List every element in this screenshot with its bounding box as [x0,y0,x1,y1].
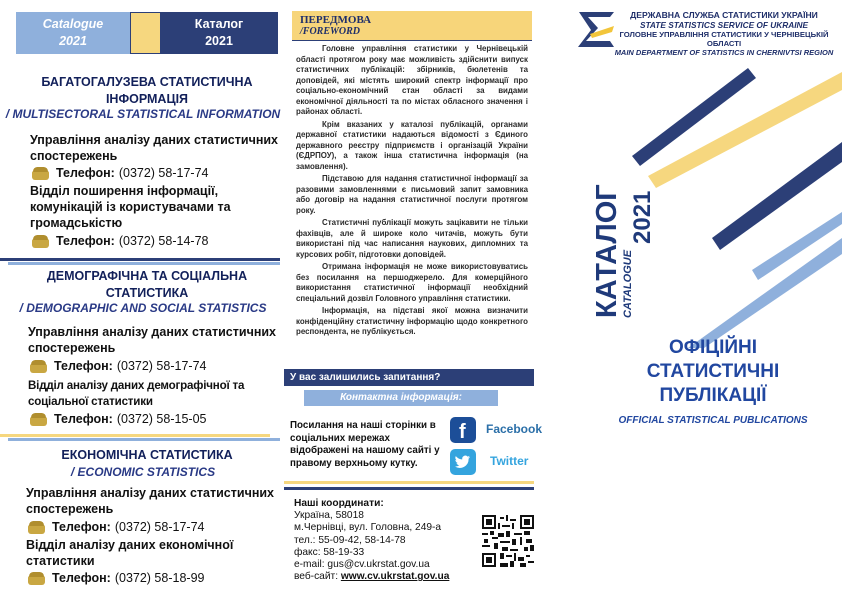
subtitle-text: ECONOMIC STATISTICS [77,465,216,479]
phone-number[interactable]: (0372) 58-14-78 [118,234,209,248]
divider-stripe [284,487,534,490]
org-department-ua: ГОЛОВНЕ УПРАВЛІННЯ СТАТИСТИКИ У ЧЕРНІВЕЦЬКІЙ ОБЛАСТІ [619,30,829,48]
foreword-header [292,11,532,41]
website-link[interactable]: www.cv.ukrstat.gov.ua [340,571,450,583]
foreword-paragraph: Головне управління статистики у Чернівецькій області протягом року має можливість здійснити випуск статистичних публікацій: збірників, бюлетенів та доповідей, які містять широкий спектр інформації про соціально-економічний стан області за видами економічної діяльності та по містах обласного значення і районах області. [296,44,528,116]
phone-icon [28,572,45,585]
department-label: Відділ поширення інформації, комунікацій із користувачами та громадськістю [30,184,231,230]
section-subtitle-multisectoral [4,107,282,121]
address-line: м.Чернівці, вул. Головна, 249-а [294,522,442,534]
tab-divider [130,12,160,54]
phone-row [30,358,206,374]
phone-number[interactable]: (0372) 58-15-05 [116,412,207,426]
foreword-body [296,44,528,340]
social-links-text: Посилання на наші сторінки в соціальних мережах відображені на нашому сайті у правому верхньому кутку. [290,420,440,469]
foreword-title: ПЕРЕДМОВА [300,14,372,26]
phone-icon [30,413,47,426]
department-label: Управління аналізу даних статистичних спостережень [30,133,279,163]
cover-title-line: ОФІЦІЙНІ [668,337,758,358]
subtitle-text: DEMOGRAPHIC AND SOCIAL STATISTICS [26,301,267,315]
phone-number[interactable]: (0372) 58-17-74 [116,359,207,373]
contact-info-banner: Контактна інформація: [304,390,498,406]
org-department-en: MAIN DEPARTMENT OF STATISTICS IN CHERNIVTSI REGION [614,48,834,57]
foreword-paragraph: Отримана інформація не може використовуватись без посилання на першоджерело. Для комерційного використання статистичної інформації необхідний спеціальний дозвіл Головного управління статистики. [296,262,528,303]
facebook-link[interactable]: Facebook [486,422,543,436]
section-title-multisectoral: БАГАТОГАЛУЗЕВА СТАТИСТИЧНА ІНФОРМАЦІЯ [41,75,253,106]
address-line: Україна, 58018 [294,510,364,522]
questions-banner: У вас залишились запитання? [284,369,534,386]
department-label: Відділ аналізу даних економічної статистики [26,538,234,568]
cover-title-line: ПУБЛІКАЦІЇ [659,385,767,406]
phone-row [28,519,204,535]
catalogue-tab-year: 2021 [59,34,87,48]
phone-label: Телефон: [52,520,111,534]
cover-title-line: СТАТИСТИЧНІ [646,361,780,382]
foreword-paragraph: Інформація, на підставі якої можна визначити конфіденційну статистичну інформацію щодо конкретного респондента, не публікується. [296,306,528,336]
department-label: Управління аналізу даних статистичних спостережень [26,486,275,516]
divider-stripe [284,481,534,484]
subtitle-text: MULTISECTORAL STATISTICAL INFORMATION [12,107,281,121]
section-subtitle-demographic [4,301,282,315]
twitter-link[interactable]: Twitter [490,454,529,468]
subtitle-slash: / [70,465,78,479]
phone-number[interactable]: (0372) 58-17-74 [114,520,205,534]
year-vertical: 2021 [629,190,656,244]
coordinates-block [294,498,474,583]
cover-subtitle: OFFICIAL STATISTICAL PUBLICATIONS [618,415,808,426]
twitter-icon[interactable] [450,449,476,475]
phone-row [28,570,204,586]
phone-label: Телефон: [56,166,115,180]
phone-label: Телефон: [52,571,111,585]
phone-number[interactable]: (0372) 58-17-74 [118,166,209,180]
phone-label: Телефон: [54,359,113,373]
divider-stripe [0,258,280,261]
katalog-tab [160,12,278,54]
phone-icon [28,521,45,534]
phone-icon [32,235,49,248]
section-subtitle-economic [4,465,282,479]
subtitle-slash: / [19,301,27,315]
telephone-line: тел.: 55-09-42, 58-14-78 [294,534,406,546]
foreword-paragraph: Підставою для надання статистичної інформації за разовими замовленнями є письмовий запит замовника або договір на надання статистичної послуги протягом року. [296,174,528,215]
catalogue-vertical: CATALOGUE [622,249,634,318]
catalogue-vertical-heading [588,160,658,320]
foreword-paragraph: Крім вказаних у каталозі публікацій, органами державної статистики надаються відомості з Єдиного державного реєстру підприємств і організацій України (ЄДРПОУ), а також інша статистична інформація (на замовлення). [296,119,528,171]
fax-line: факс: 58-19-33 [294,546,365,558]
phone-row [30,411,206,427]
phone-icon [32,167,49,180]
catalogue-tab-label: Catalogue [42,17,104,31]
department-label: Управління аналізу даних статистичних спостережень [28,325,277,355]
website-line [294,571,474,583]
organization-block [614,10,834,57]
phone-row [32,233,208,249]
qr-code [482,515,534,567]
section-title-economic: ЕКОНОМІЧНА СТАТИСТИКА [61,448,233,462]
foreword-underline [292,40,532,41]
divider-stripe [0,434,270,437]
section-title-demographic: ДЕМОГРАФІЧНА ТА СОЦІАЛЬНА СТАТИСТИКА [46,269,248,300]
org-name-ua: ДЕРЖАВНА СЛУЖБА СТАТИСТИКИ УКРАЇНИ [630,10,818,20]
org-name-en: STATE STATISTICS SERVICE OF UKRAINE [639,20,809,30]
phone-label: Телефон: [56,234,115,248]
svg-text:f: f [459,421,466,443]
cover-title [598,336,828,408]
subtitle-slash: / [5,107,13,121]
catalogue-tab [16,12,130,54]
phone-number[interactable]: (0372) 58-18-99 [114,571,205,585]
foreword-title-en: /FOREWORD [300,26,361,37]
phone-label: Телефон: [54,412,113,426]
foreword-paragraph: Статистичні публікації можуть зацікавити не тільки фахівців, але й широке коло читачів, можуть бути використані під час написання наукових, дипломних та курсових робіт, підготовки доповідей. [296,218,528,259]
email-line[interactable]: e-mail: gus@cv.ukrstat.gov.ua [294,559,430,571]
phone-row [32,165,208,181]
divider-stripe [8,262,280,265]
katalog-vertical: КАТАЛОГ [591,184,623,318]
katalog-tab-year: 2021 [205,34,233,48]
website-label: веб-сайт: [294,571,341,583]
coordinates-title: Наші координати: [294,498,384,509]
phone-icon [30,360,47,373]
facebook-icon[interactable] [450,417,476,443]
department-label: Відділ аналізу даних демографічної та соціальної статистики [28,379,245,408]
divider-stripe [8,438,280,441]
katalog-tab-label: Каталог [194,17,244,31]
